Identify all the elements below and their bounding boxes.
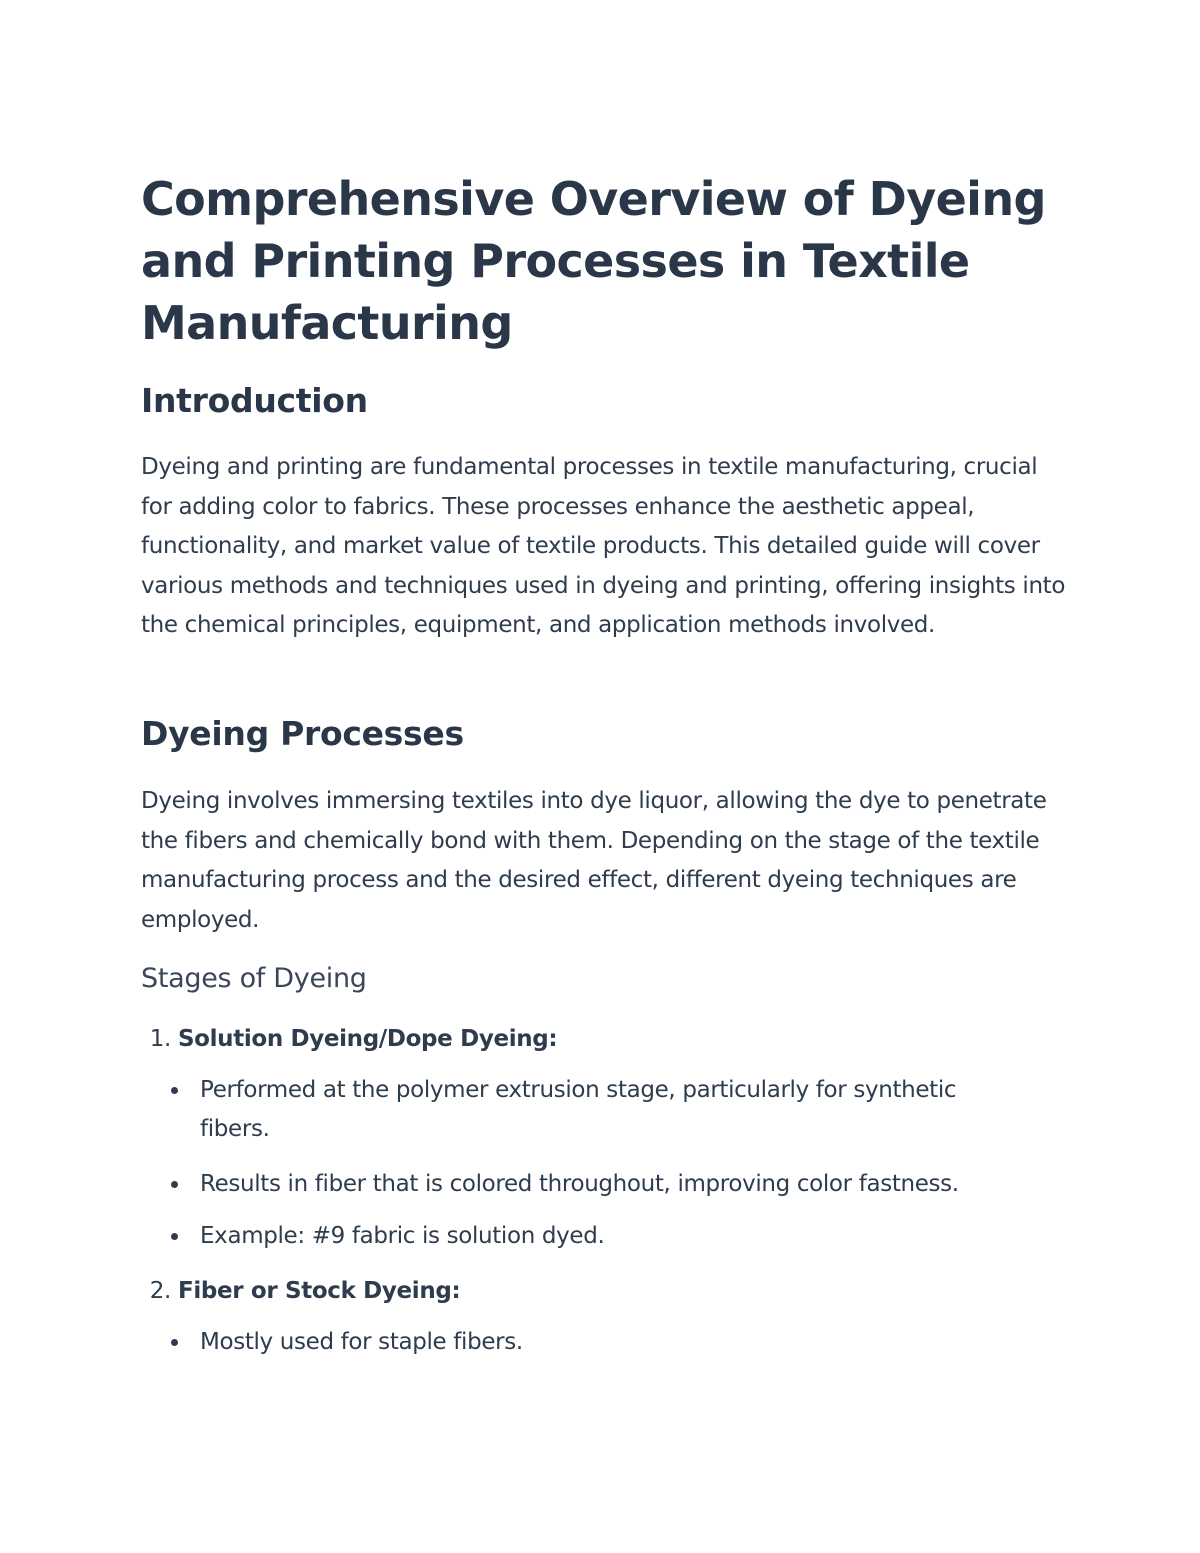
bullet-dot-icon (171, 1339, 178, 1346)
stage-label: Solution Dyeing/Dope Dyeing (177, 1026, 549, 1052)
bullet-dot-icon (171, 1087, 178, 1094)
dyeing-processes-heading: Dyeing Processes (141, 714, 464, 753)
stage-item-fiber-dyeing (141, 1273, 1071, 1309)
bullet-text: Performed at the polymer extrusion stage, particularly for synthetic fibers. (200, 1077, 957, 1142)
bullet-text: Example: #9 fabric is solution dyed. (200, 1223, 605, 1249)
bullet-text: Results in fiber that is colored throughout, improving color fastness. (200, 1171, 959, 1197)
stage-label-colon: : (451, 1278, 461, 1304)
document-title: Comprehensive Overview of Dyeing and Printing Processes in Textile Manufacturing (141, 172, 1046, 350)
introduction-paragraph: Dyeing and printing are fundamental processes in textile manufacturing, crucial for adding color to fabrics. These processes enhance the aesthetic appeal, functionality, and market value of textile products. This detailed guide will cover various methods and techniques used in dyeing and printing, offering insights into the chemical principles, equipment, and application methods involved. (141, 454, 1066, 639)
introduction-heading: Introduction (141, 381, 368, 420)
stage-number: 1. (149, 1026, 171, 1052)
bullet-dot-icon (171, 1181, 178, 1188)
stage-item-solution-dyeing (141, 1021, 1071, 1057)
bullet-item (171, 1071, 1031, 1149)
bullet-dot-icon (171, 1233, 178, 1240)
stage-number: 2. (149, 1278, 171, 1304)
bullet-item (171, 1323, 1031, 1362)
stages-of-dyeing-heading: Stages of Dyeing (141, 963, 367, 994)
dyeing-processes-paragraph: Dyeing involves immersing textiles into dye liquor, allowing the dye to penetrate the fibers and chemically bond with them. Depending on the stage of the textile manufacturing process and the desired effect, different dyeing techniques are employed. (141, 788, 1047, 933)
bullet-text: Mostly used for staple fibers. (200, 1329, 523, 1355)
stage-label: Fiber or Stock Dyeing (177, 1278, 452, 1304)
stage-label-colon: : (548, 1026, 558, 1052)
bullet-item (171, 1165, 1031, 1204)
bullet-item (171, 1217, 1031, 1256)
